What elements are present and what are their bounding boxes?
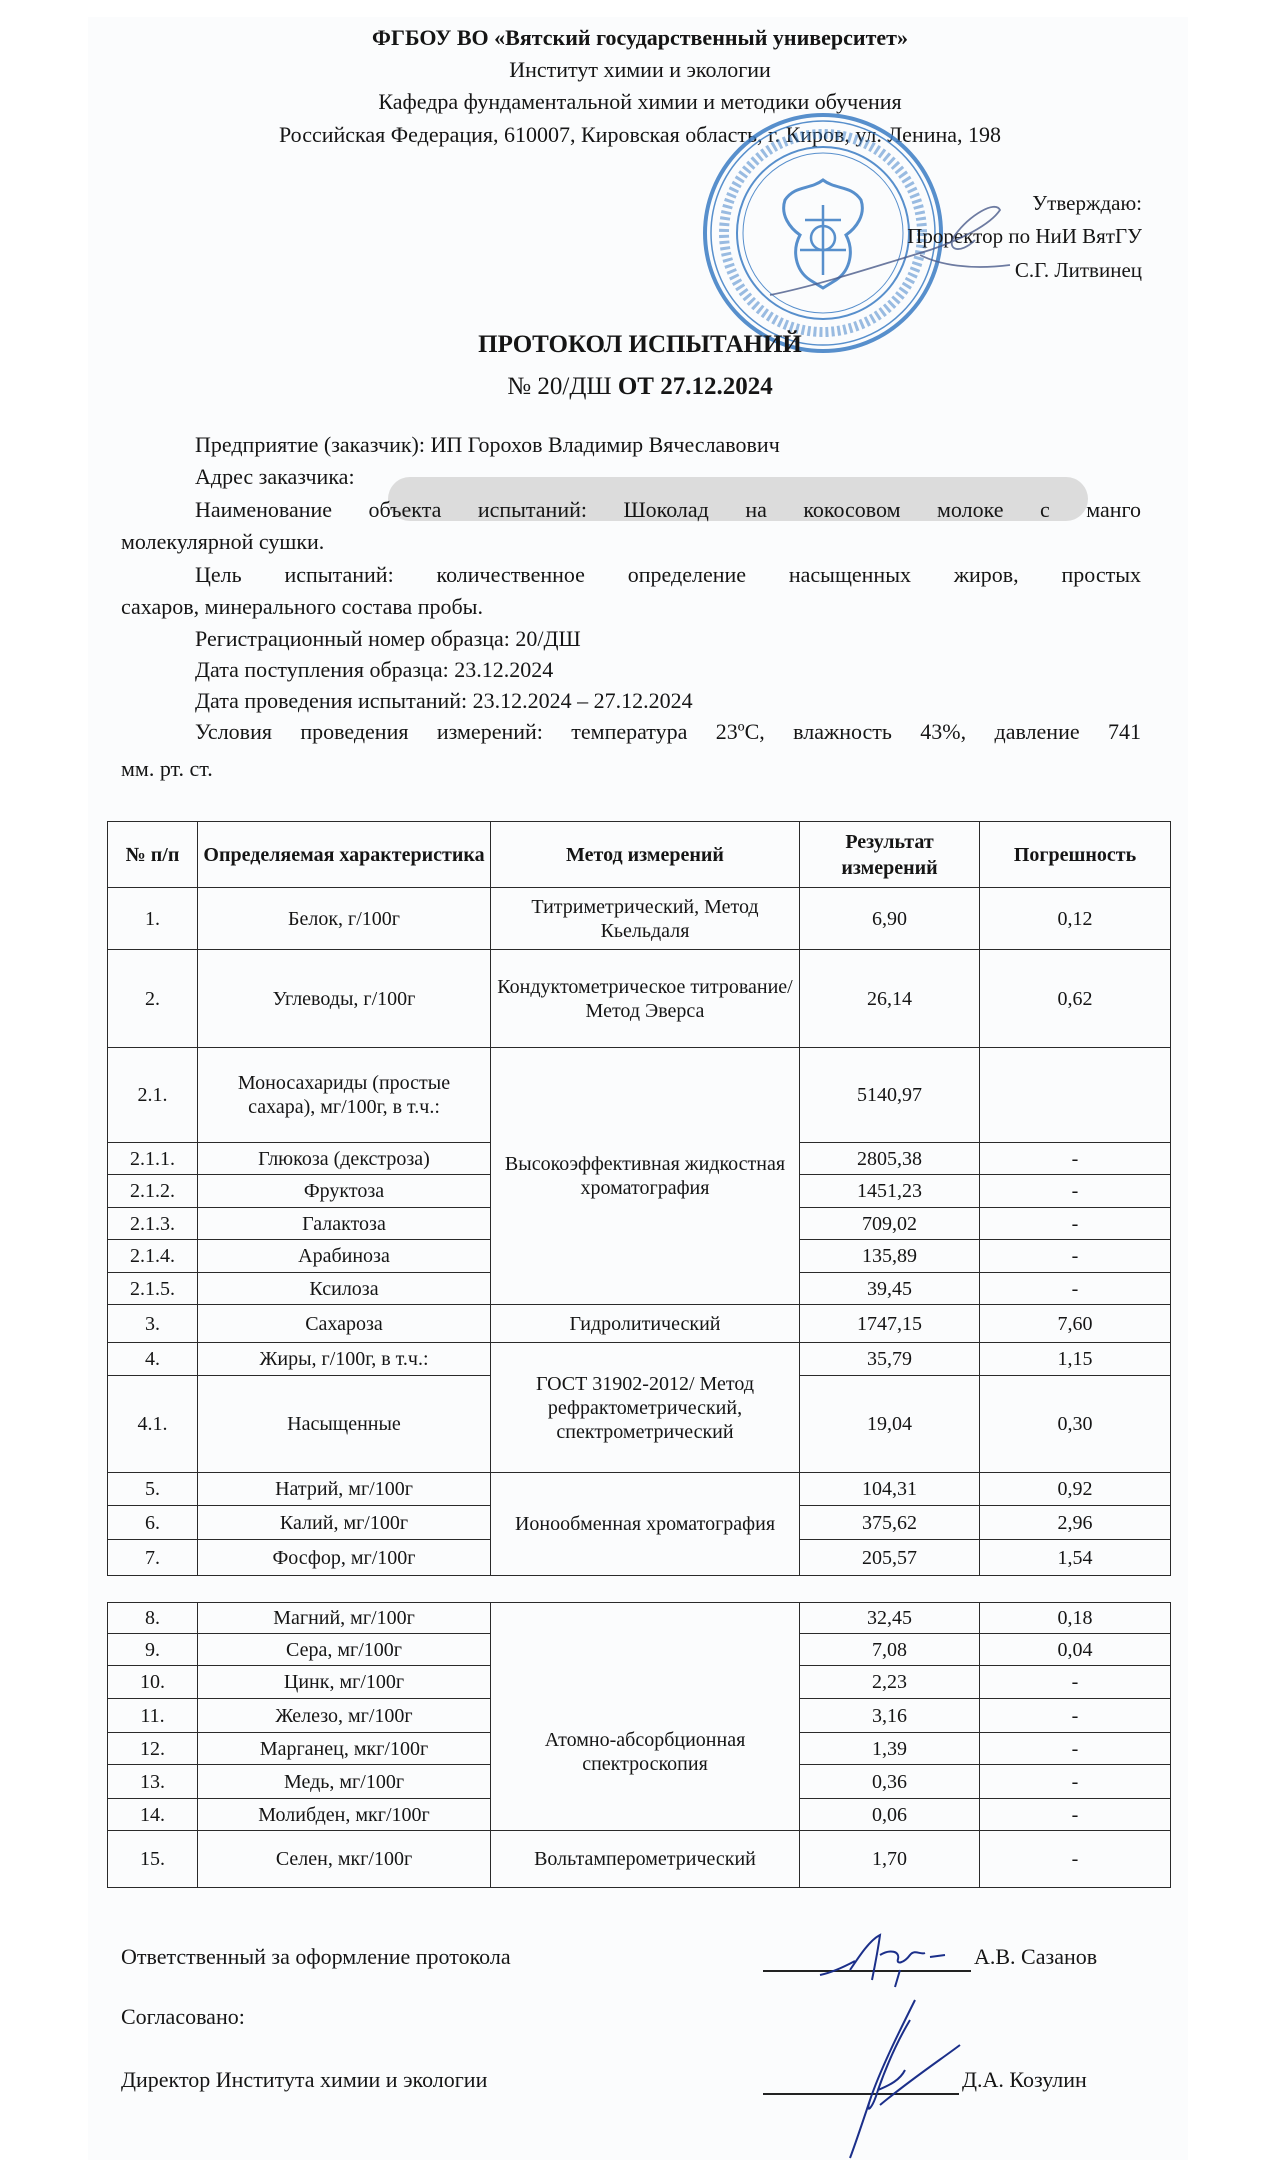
cell-error: 0,30 — [980, 1376, 1171, 1473]
customer-line: Предприятие (заказчик): ИП Горохов Владимир Вячеславович — [195, 432, 780, 457]
cell-error: - — [980, 1273, 1171, 1305]
agreed-label: Согласовано: — [121, 2004, 245, 2029]
department-name: Кафедра фундаментальной химии и методики обучения — [378, 89, 902, 114]
test-goal-line2: сахаров, минерального состава пробы. — [121, 594, 483, 619]
cell-result: 1451,23 — [800, 1175, 980, 1208]
results-table — [107, 821, 1171, 1576]
director-name: Д.А. Козулин — [962, 2067, 1087, 2092]
cell-result: 205,57 — [800, 1540, 980, 1576]
cell-error: 1,54 — [980, 1540, 1171, 1576]
cell-result: 104,31 — [800, 1473, 980, 1506]
cell-result: 39,45 — [800, 1273, 980, 1305]
approval-position: Проректор по НиИ ВятГУ — [907, 224, 1142, 248]
director-label: Директор Института химии и экологии — [121, 2067, 488, 2092]
cell-error: - — [980, 1666, 1171, 1699]
cell-method: Ионообменная хроматография — [491, 1473, 800, 1576]
cell-num: 2.1. — [108, 1048, 198, 1143]
cell-error: 0,04 — [980, 1634, 1171, 1666]
cell-result: 375,62 — [800, 1506, 980, 1540]
cell-result: 6,90 — [800, 888, 980, 950]
cell-name: Галактоза — [198, 1208, 491, 1240]
cell-name: Сера, мг/100г — [198, 1634, 491, 1666]
table-row — [108, 1603, 1171, 1634]
responsible-name: А.В. Сазанов — [974, 1944, 1098, 1969]
table-row — [108, 1473, 1171, 1506]
cell-num: 11. — [108, 1699, 198, 1733]
cell-num: 15. — [108, 1831, 198, 1888]
table-header-row — [108, 822, 1171, 888]
cell-name: Натрий, мг/100г — [198, 1473, 491, 1506]
protocol-date: ОТ 27.12.2024 — [617, 373, 773, 400]
cell-error: 0,18 — [980, 1603, 1171, 1634]
cell-error: - — [980, 1799, 1171, 1831]
protocol-number-prefix: № 20/ДШ — [507, 373, 612, 400]
cell-result: 1,39 — [800, 1733, 980, 1765]
cell-result: 709,02 — [800, 1208, 980, 1240]
cell-error: 7,60 — [980, 1305, 1171, 1343]
results-table-continued — [107, 1602, 1171, 1888]
cell-error: - — [980, 1765, 1171, 1799]
cell-num: 5. — [108, 1473, 198, 1506]
cell-result: 135,89 — [800, 1240, 980, 1273]
cell-name: Углеводы, г/100г — [198, 950, 491, 1048]
cell-num: 2.1.3. — [108, 1208, 198, 1240]
test-goal-line1: Цель испытаний: количественное определение насыщенных жиров, простых — [195, 562, 1141, 587]
cell-num: 4. — [108, 1343, 198, 1376]
cell-name: Моносахариды (простые сахара), мг/100г, в т.ч.: — [198, 1048, 491, 1143]
cell-name: Магний, мг/100г — [198, 1603, 491, 1634]
cell-error: - — [980, 1831, 1171, 1888]
table-row — [108, 1305, 1171, 1343]
cell-name: Цинк, мг/100г — [198, 1666, 491, 1699]
approval-signature-icon — [760, 195, 1020, 305]
cell-name: Белок, г/100г — [198, 888, 491, 950]
cell-result: 35,79 — [800, 1343, 980, 1376]
approval-name: С.Г. Литвинец — [1014, 258, 1142, 282]
cell-result: 3,16 — [800, 1699, 980, 1733]
cell-method: Вольтамперометрический — [491, 1831, 800, 1888]
table-row — [108, 950, 1171, 1048]
cell-name: Калий, мг/100г — [198, 1506, 491, 1540]
header-num: № п/п — [108, 822, 198, 888]
cell-name: Железо, мг/100г — [198, 1699, 491, 1733]
cell-num: 2.1.5. — [108, 1273, 198, 1305]
test-dates: Дата проведения испытаний: 23.12.2024 – 27.12.2024 — [195, 688, 693, 713]
cell-num: 2.1.1. — [108, 1143, 198, 1175]
approval-label: Утверждаю: — [1032, 191, 1142, 215]
sample-reg-number: Регистрационный номер образца: 20/ДШ — [195, 626, 581, 651]
sample-received-date: Дата поступления образца: 23.12.2024 — [195, 657, 554, 682]
cell-error: - — [980, 1240, 1171, 1273]
cell-method: Атомно-абсорбционная спектроскопия — [491, 1603, 800, 1831]
cell-error: 1,15 — [980, 1343, 1171, 1376]
cell-error: - — [980, 1699, 1171, 1733]
responsible-signature-icon — [800, 1925, 970, 1995]
conditions-line1: Условия проведения измерений: температура 23ºС, влажность 43%, давление 741 — [195, 719, 1141, 744]
cell-num: 13. — [108, 1765, 198, 1799]
cell-result: 0,06 — [800, 1799, 980, 1831]
cell-result: 32,45 — [800, 1603, 980, 1634]
cell-num: 2. — [108, 950, 198, 1048]
customer-address-label: Адрес заказчика: — [195, 464, 355, 489]
cell-result: 1,70 — [800, 1831, 980, 1888]
table-row — [108, 888, 1171, 950]
table-row — [108, 1343, 1171, 1376]
cell-result: 2805,38 — [800, 1143, 980, 1175]
cell-name: Марганец, мкг/100г — [198, 1733, 491, 1765]
cell-error — [980, 1048, 1171, 1143]
cell-result: 5140,97 — [800, 1048, 980, 1143]
cell-error: - — [980, 1175, 1171, 1208]
cell-name: Фруктоза — [198, 1175, 491, 1208]
cell-name: Сахароза — [198, 1305, 491, 1343]
cell-num: 14. — [108, 1799, 198, 1831]
director-signature-icon — [820, 1990, 980, 2160]
test-object-line2: молекулярной сушки. — [121, 529, 325, 554]
cell-num: 6. — [108, 1506, 198, 1540]
cell-name: Медь, мг/100г — [198, 1765, 491, 1799]
responsible-label: Ответственный за оформление протокола — [121, 1944, 511, 1969]
cell-num: 9. — [108, 1634, 198, 1666]
cell-num: 2.1.2. — [108, 1175, 198, 1208]
cell-num: 12. — [108, 1733, 198, 1765]
cell-num: 2.1.4. — [108, 1240, 198, 1273]
cell-result: 2,23 — [800, 1666, 980, 1699]
cell-result: 1747,15 — [800, 1305, 980, 1343]
cell-num: 10. — [108, 1666, 198, 1699]
table-row — [108, 1048, 1171, 1143]
header-result: Результат измерений — [800, 822, 980, 888]
cell-error: - — [980, 1208, 1171, 1240]
protocol-title: ПРОТОКОЛ ИСПЫТАНИЙ — [478, 331, 802, 358]
institute-name: Институт химии и экологии — [509, 57, 771, 82]
table-row — [108, 1831, 1171, 1888]
cell-num: 3. — [108, 1305, 198, 1343]
cell-name: Фосфор, мг/100г — [198, 1540, 491, 1576]
cell-method: Кондуктометрическое титрование/Метод Эверса — [491, 950, 800, 1048]
cell-error: 0,62 — [980, 950, 1171, 1048]
cell-method: Высокоэффективная жидкостная хроматография — [491, 1048, 800, 1305]
cell-error: 0,92 — [980, 1473, 1171, 1506]
cell-name: Жиры, г/100г, в т.ч.: — [198, 1343, 491, 1376]
cell-num: 8. — [108, 1603, 198, 1634]
cell-error: 0,12 — [980, 888, 1171, 950]
test-object-line1: Наименование объекта испытаний: Шоколад на кокосовом молоке с манго — [195, 497, 1141, 522]
cell-method: Титриметрический, Метод Кьельдаля — [491, 888, 800, 950]
cell-method: Гидролитический — [491, 1305, 800, 1343]
cell-name: Молибден, мкг/100г — [198, 1799, 491, 1831]
cell-result: 19,04 — [800, 1376, 980, 1473]
cell-name: Насыщенные — [198, 1376, 491, 1473]
cell-result: 0,36 — [800, 1765, 980, 1799]
header-error: Погрешность — [980, 822, 1171, 888]
cell-name: Глюкоза (декстроза) — [198, 1143, 491, 1175]
cell-num: 1. — [108, 888, 198, 950]
cell-num: 4.1. — [108, 1376, 198, 1473]
protocol-number — [0, 370, 1280, 404]
org-address: Российская Федерация, 610007, Кировская область, г. Киров, ул. Ленина, 198 — [278, 122, 1002, 147]
org-name: ФГБОУ ВО «Вятский государственный университет» — [372, 25, 908, 50]
header-method: Метод измерений — [491, 822, 800, 888]
cell-error: - — [980, 1733, 1171, 1765]
cell-name: Ксилоза — [198, 1273, 491, 1305]
conditions-line2: мм. рт. ст. — [121, 756, 213, 781]
cell-result: 26,14 — [800, 950, 980, 1048]
cell-num: 7. — [108, 1540, 198, 1576]
cell-name: Селен, мкг/100г — [198, 1831, 491, 1888]
cell-method: ГОСТ 31902-2012/ Метод рефрактометрический, спектрометрический — [491, 1343, 800, 1473]
header-characteristic: Определяемая характеристика — [198, 822, 491, 888]
cell-error: 2,96 — [980, 1506, 1171, 1540]
cell-name: Арабиноза — [198, 1240, 491, 1273]
cell-error: - — [980, 1143, 1171, 1175]
cell-result: 7,08 — [800, 1634, 980, 1666]
